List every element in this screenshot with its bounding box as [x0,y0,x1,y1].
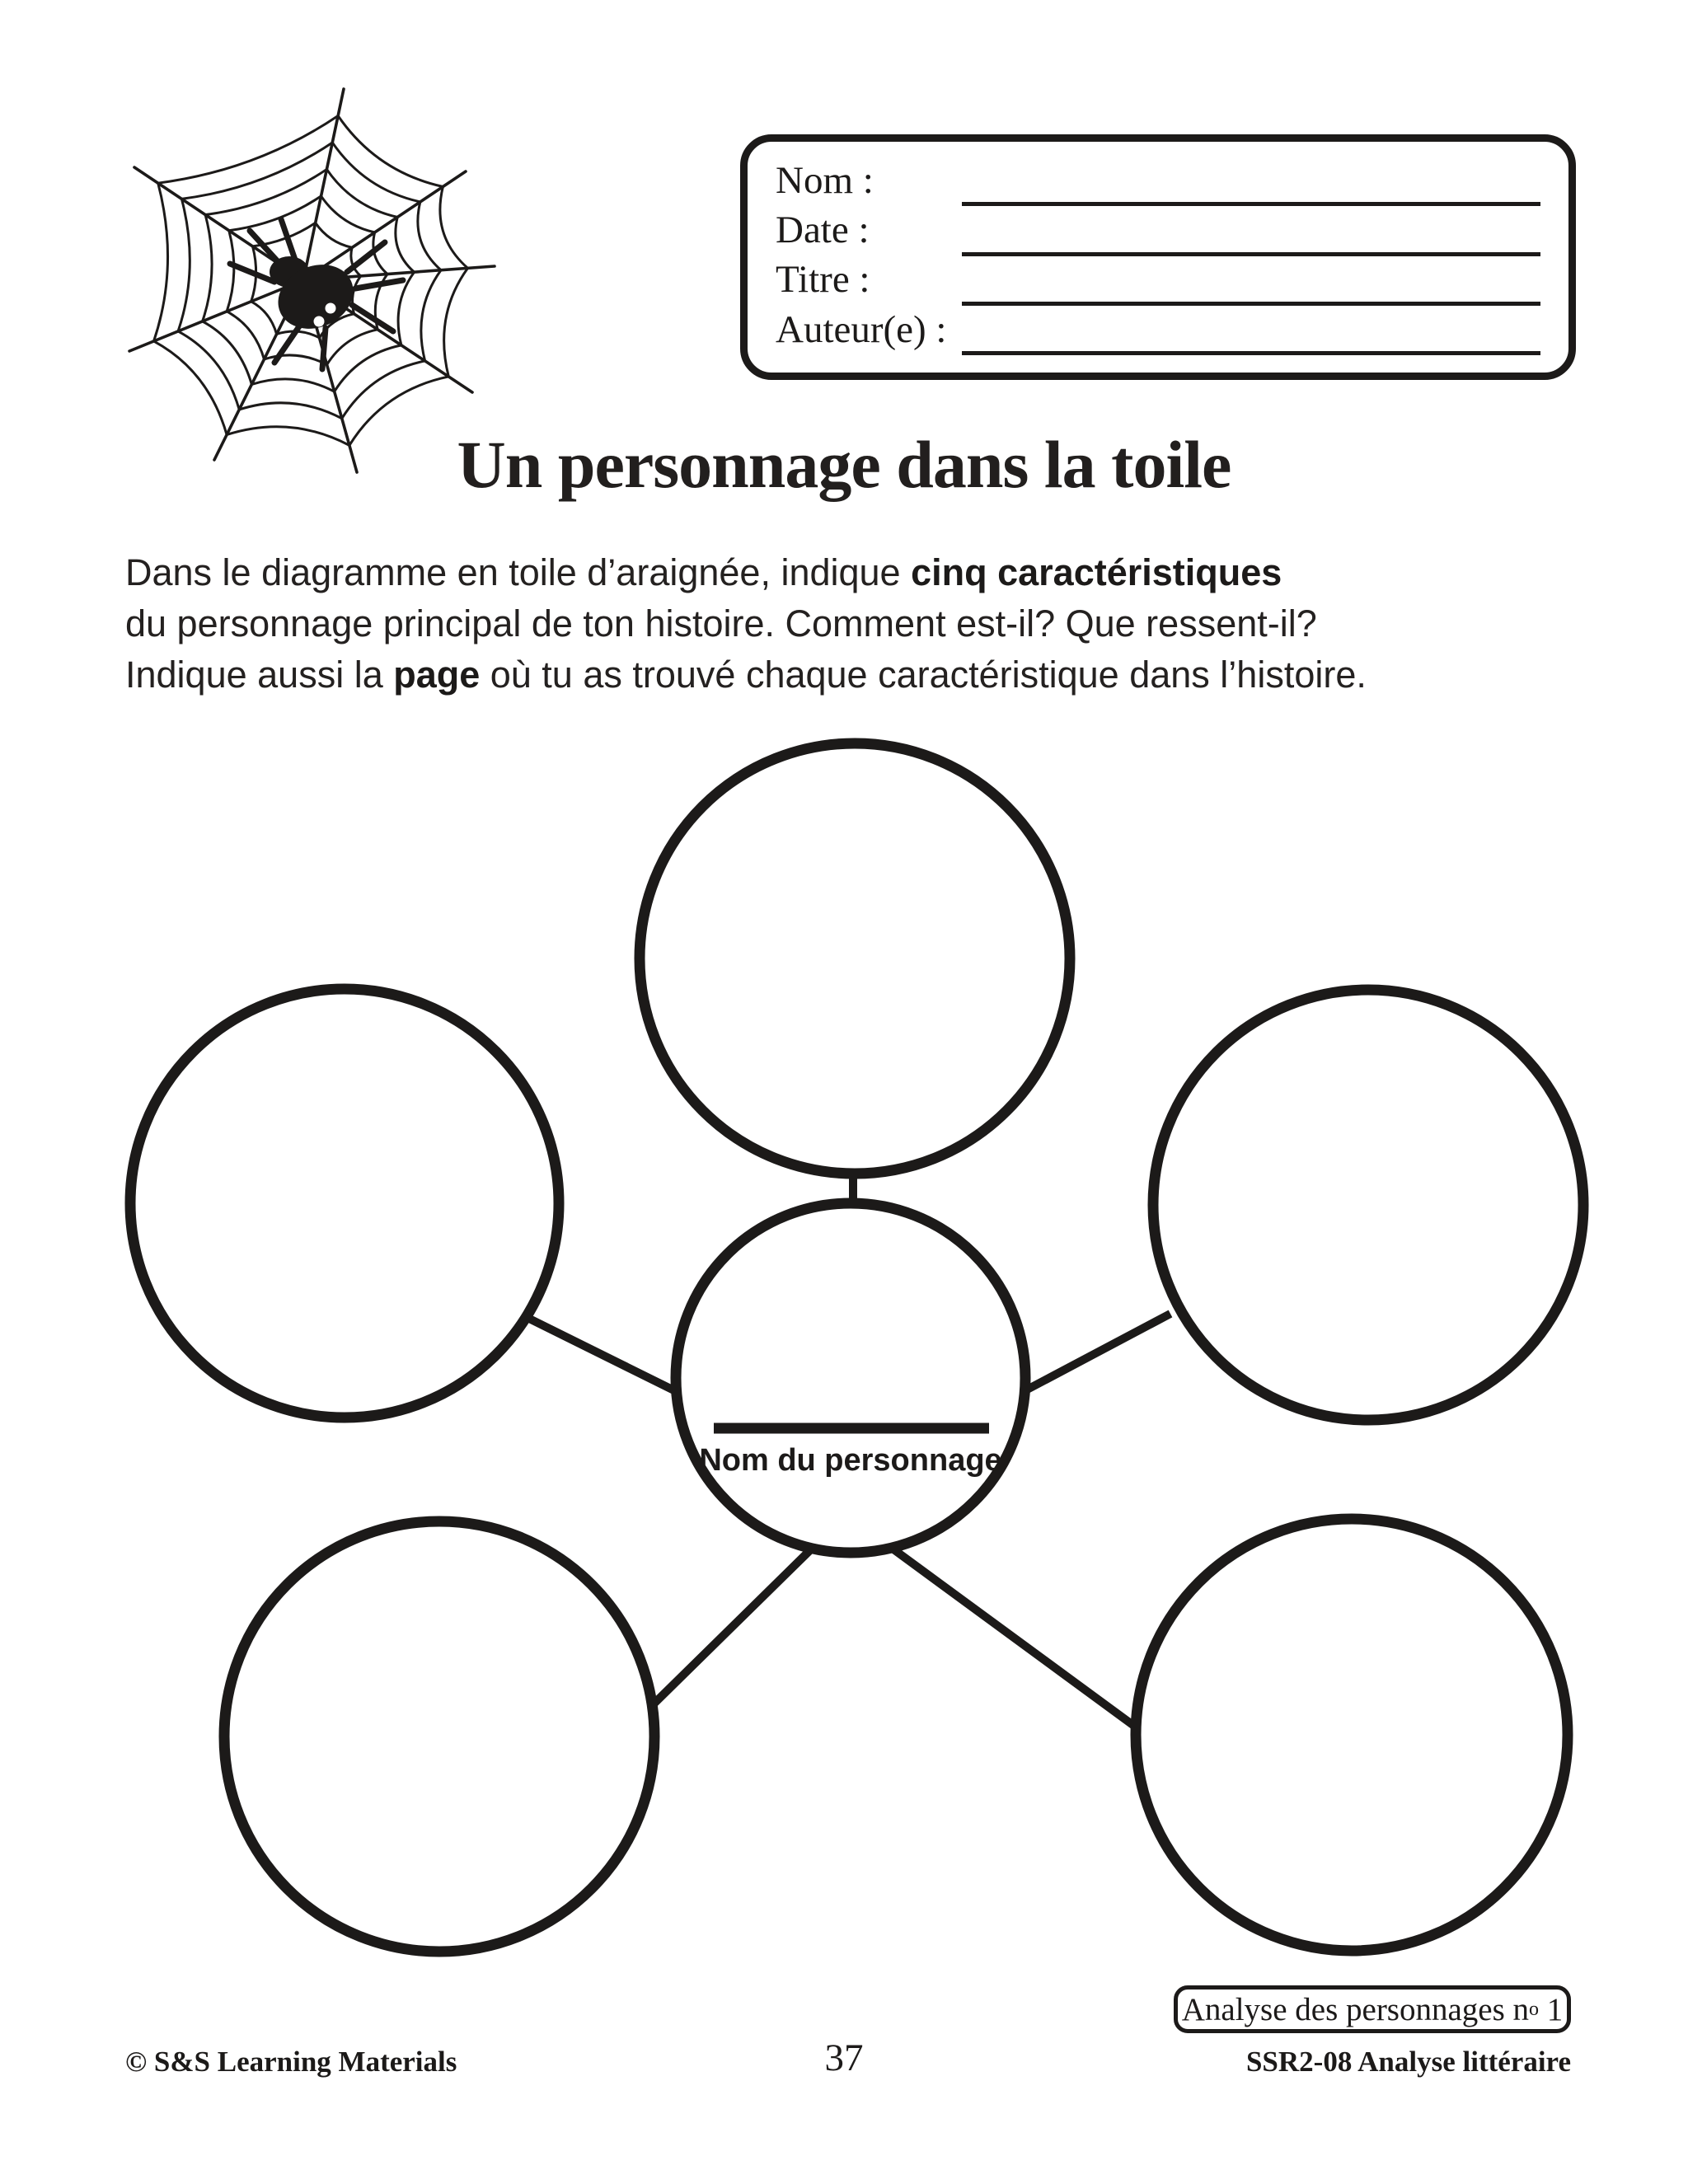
footer-copyright: © S&S Learning Materials [125,2046,457,2078]
trait-circle-left-upper[interactable] [130,989,559,1418]
page-title: Un personnage dans la toile [457,427,1231,502]
trait-circle-lower-left[interactable] [224,1521,654,1952]
instruction-bold-text: page [393,654,481,696]
info-field-label: Nom : [776,158,874,202]
footer-document-code: SSR2-08 Analyse littéraire [1245,2046,1571,2078]
worksheet-series-badge: Analyse des personnages n o 1 [1174,1985,1571,2033]
badge-text: Analyse des personnages n [1181,1991,1530,2027]
instruction-text: du personnage principal de ton histoire. Comment est-il? Que ressent-il? [125,602,1317,644]
info-field-label: Date : [776,209,870,252]
center-character-circle[interactable] [676,1203,1025,1553]
trait-circle-lower-right[interactable] [1136,1519,1568,1951]
footer-page-number: 37 [824,2036,864,2079]
instruction-text: où tu as trouvé chaque caractéristique dans l’histoire. [480,654,1367,696]
instruction-text: Indique aussi la [125,654,394,696]
instruction-bold-text: cinq caractéristiques [911,551,1282,593]
trait-circle-right-upper[interactable] [1153,990,1583,1420]
info-field-label: Auteur(e) : [776,307,947,351]
badge-number: 1 [1539,1991,1564,2027]
trait-circle-top[interactable] [640,743,1070,1174]
instruction-text: Dans le diagramme en toile d’araignée, indique [125,551,912,593]
character-name-label: Nom du personnage [699,1443,1002,1478]
info-field-label: Titre : [776,258,870,302]
connector-line-lower-right [887,1544,1141,1731]
